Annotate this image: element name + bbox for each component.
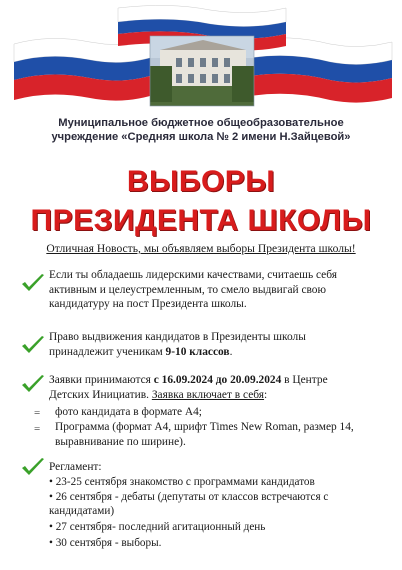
checkmark-icon xyxy=(20,334,46,356)
applications-text xyxy=(49,373,369,402)
applications-suffix: : xyxy=(264,388,268,401)
checkmark-icon xyxy=(20,456,46,478)
organization-name xyxy=(0,116,402,144)
checkmark-icon xyxy=(20,373,46,395)
russian-flag-left xyxy=(14,38,150,100)
applications-includes: Заявка включает в себя xyxy=(151,388,265,401)
schedule-item: • 26 сентября - дебаты (депутаты от классов встречаются с кандидатами) xyxy=(49,491,329,518)
school-building-photo xyxy=(150,36,254,106)
sub-item-program: Программа (формат А4, шрифт Times New Roman, размер 14, выравнивание по ширине). xyxy=(55,421,354,448)
checkmark-icon xyxy=(20,272,46,294)
announcement: Отличная Новость, мы объявляем выборы Президента школы! xyxy=(46,242,356,255)
applications-mid: в Центре Детских Инициатив. xyxy=(49,374,328,401)
leadership-text: Если ты обладаешь лидерскими качествами, считаешь себя активным и целеустремленным, то смело выдвигай свою кандидатуру на пост Президента школы. xyxy=(49,269,337,311)
nomination-suffix: . xyxy=(229,345,233,358)
nomination-prefix: Право выдвижения кандидатов в Президенты школы принадлежит ученикам xyxy=(49,331,306,358)
title-line-2: ПРЕЗИДЕНТА ШКОЛЫ xyxy=(30,204,372,237)
dash-icon: = xyxy=(34,423,41,435)
organization-line-2: учреждение «Средняя школа № 2 имени Н.Зайцевой» xyxy=(51,131,351,143)
nomination-classes: 9-10 классов xyxy=(165,345,230,358)
schedule-item: • 23-25 сентября знакомство с программами кандидатов xyxy=(49,476,315,488)
regulation-title: Регламент: xyxy=(49,461,102,473)
nomination-text xyxy=(49,330,369,359)
applications-dates: с 16.09.2024 до 20.09.2024 xyxy=(153,374,282,386)
organization-line-1: Муниципальное бюджетное общеобразовательное xyxy=(58,117,344,129)
schedule-item: • 27 сентября- последний агитационный день xyxy=(49,521,266,533)
title-line-1: ВЫБОРЫ xyxy=(126,165,276,198)
dash-icon: = xyxy=(34,407,41,419)
header-banner xyxy=(0,0,402,112)
applications-prefix: Заявки принимаются xyxy=(49,374,154,386)
sub-item-photo: фото кандидата в формате А4; xyxy=(55,406,202,418)
schedule-item: • 30 сентября - выборы. xyxy=(49,537,162,549)
